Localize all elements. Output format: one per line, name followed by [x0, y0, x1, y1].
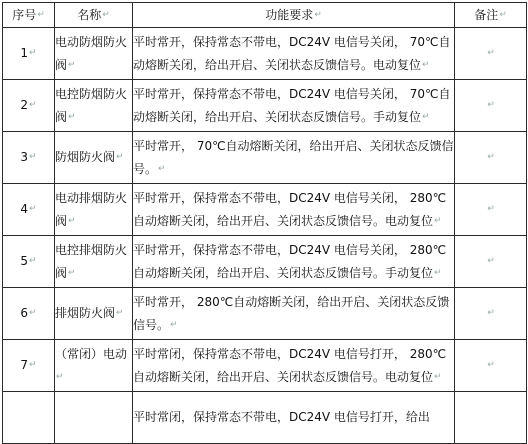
cell-name: 防烟防火阀↵ [55, 132, 133, 184]
cell-name: 电控排烟防火阀↵ [55, 236, 133, 288]
header-note: 备注↵ [455, 3, 527, 28]
cell-requirement: 平时常开，保持常态不带电，DC24V 电信号关闭， 70℃自动熔断关闭，给出开启、关闭状态反馈信号。手动复位↵ [133, 80, 455, 132]
table-row [3, 392, 527, 444]
cell-name [55, 392, 133, 444]
cell-no: 5↵ [3, 236, 55, 288]
cell-requirement: 平时常开，保持常态不带电，DC24V 电信号关闭， 280℃自动熔断关闭，给出开启、关闭状态反馈信号。手动复位↵ [133, 236, 455, 288]
cell-note: ↵ [455, 28, 527, 80]
spec-table [2, 2, 527, 444]
header-no: 序号↵ [3, 3, 55, 28]
cell-no [3, 392, 55, 444]
header-requirement: 功能要求↵ [133, 3, 455, 28]
table-row [3, 28, 527, 80]
cell-note: ↵ [455, 80, 527, 132]
cell-name: 排烟防火阀↵ [55, 288, 133, 340]
table-row [3, 184, 527, 236]
cell-no: 1↵ [3, 28, 55, 80]
table-row [3, 236, 527, 288]
cell-requirement: 平时常开， 70℃自动熔断关闭，给出开启、关闭状态反馈信号。↵ [133, 132, 455, 184]
cell-requirement: 平时常开， 280℃自动熔断关闭，给出开启、关闭状态反馈信号。↵ [133, 288, 455, 340]
cell-name: 电动防烟防火阀↵ [55, 28, 133, 80]
cell-no: 3↵ [3, 132, 55, 184]
cell-no: 2↵ [3, 80, 55, 132]
header-name: 名称↵ [55, 3, 133, 28]
table-row [3, 288, 527, 340]
table-row [3, 340, 527, 392]
cell-name: （常闭）电动↵ [55, 340, 133, 392]
cell-note: ↵ [455, 184, 527, 236]
cell-no: 6↵ [3, 288, 55, 340]
cell-note: ↵ [455, 340, 527, 392]
cell-name: 电控防烟防火阀↵ [55, 80, 133, 132]
cell-note: ↵ [455, 132, 527, 184]
table-row [3, 132, 527, 184]
cell-note: ↵ [455, 236, 527, 288]
cell-requirement: 平时常开，保持常态不带电，DC24V 电信号关闭， 70℃自动熔断关闭，给出开启、关闭状态反馈信号。电动复位↵ [133, 28, 455, 80]
table-row [3, 80, 527, 132]
cell-note [455, 392, 527, 444]
cell-name: 电动排烟防火阀↵ [55, 184, 133, 236]
cell-requirement: 平时常闭，保持常态不带电，DC24V 电信号打开， 280℃自动熔断关闭，给出开启、关闭状态反馈信号。电动复位↵ [133, 340, 455, 392]
cell-requirement: 平时常闭，保持常态不带电，DC24V 电信号打开，给出 [133, 392, 455, 444]
cell-note: ↵ [455, 288, 527, 340]
header-row [3, 3, 527, 28]
cell-requirement: 平时常开，保持常态不带电，DC24V 电信号关闭， 280℃自动熔断关闭，给出开启、关闭状态反馈信号。电动复位↵ [133, 184, 455, 236]
cell-no: 4↵ [3, 184, 55, 236]
cell-no: 7↵ [3, 340, 55, 392]
